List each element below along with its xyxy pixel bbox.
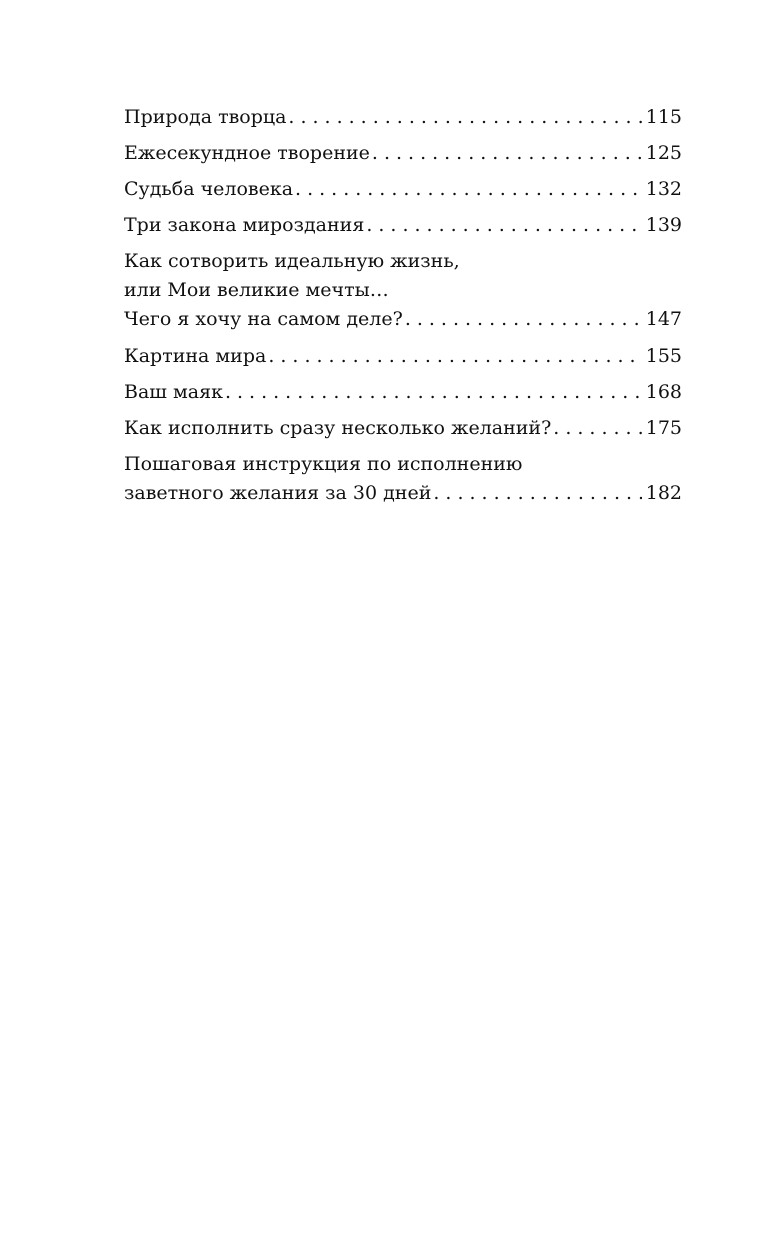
toc-entry-line	[124, 342, 682, 371]
toc-entry-line	[124, 378, 682, 407]
toc-entry-title: Картина мира	[124, 345, 267, 367]
toc-page-number: 168	[645, 381, 682, 403]
toc-page-number: 139	[645, 214, 682, 236]
dot-leader	[225, 378, 642, 407]
toc-page-number: 175	[645, 417, 682, 439]
toc-page-number: 147	[645, 308, 682, 330]
toc-entry	[124, 414, 682, 443]
toc-entry-line	[124, 211, 682, 240]
toc-entry	[124, 378, 682, 407]
toc-page-number: 132	[645, 178, 682, 200]
dot-leader	[268, 342, 641, 371]
toc-entry-line	[124, 139, 682, 168]
toc-entry-title: Чего я хочу на самом деле?	[124, 308, 403, 330]
toc-entry	[124, 247, 682, 334]
toc-entry	[124, 211, 682, 240]
toc-entry	[124, 139, 682, 168]
toc-entry-title-line: или Мои великие мечты…	[124, 279, 389, 301]
toc-entry	[124, 175, 682, 204]
dot-leader	[366, 211, 641, 240]
toc-entry-title-line: Пошаговая инструкция по исполнению	[124, 453, 523, 475]
toc-entry-line	[124, 103, 682, 132]
toc-page-number: 182	[645, 482, 682, 504]
dot-leader	[372, 139, 642, 168]
toc-entry-title: заветного желания за 30 дней	[124, 482, 432, 504]
toc-entry-title: Ваш маяк	[124, 381, 223, 403]
toc-entry-title: Судьба человека	[124, 178, 294, 200]
toc-entry-title-line: Как сотворить идеальную жизнь,	[124, 250, 460, 272]
dot-leader	[295, 175, 642, 204]
toc-page-number: 125	[645, 142, 682, 164]
toc-entry-title: Как исполнить сразу несколько желаний?	[124, 417, 552, 439]
toc-entry-title: Три закона мироздания	[124, 214, 365, 236]
dot-leader	[405, 305, 642, 334]
toc-page-number: 115	[645, 106, 682, 128]
toc-page-number: 155	[645, 345, 682, 367]
toc-entry	[124, 342, 682, 371]
toc-entry-line	[124, 479, 682, 508]
toc-entry	[124, 450, 682, 508]
table-of-contents	[124, 103, 682, 516]
dot-leader	[433, 479, 641, 508]
dot-leader	[288, 103, 641, 132]
toc-entry-line	[124, 175, 682, 204]
toc-entry-line	[124, 414, 682, 443]
toc-entry	[124, 103, 682, 132]
toc-entry-title: Ежесекундное творение	[124, 142, 370, 164]
dot-leader	[553, 414, 641, 443]
toc-entry-title: Природа творца	[124, 106, 287, 128]
toc-entry-line	[124, 305, 682, 334]
